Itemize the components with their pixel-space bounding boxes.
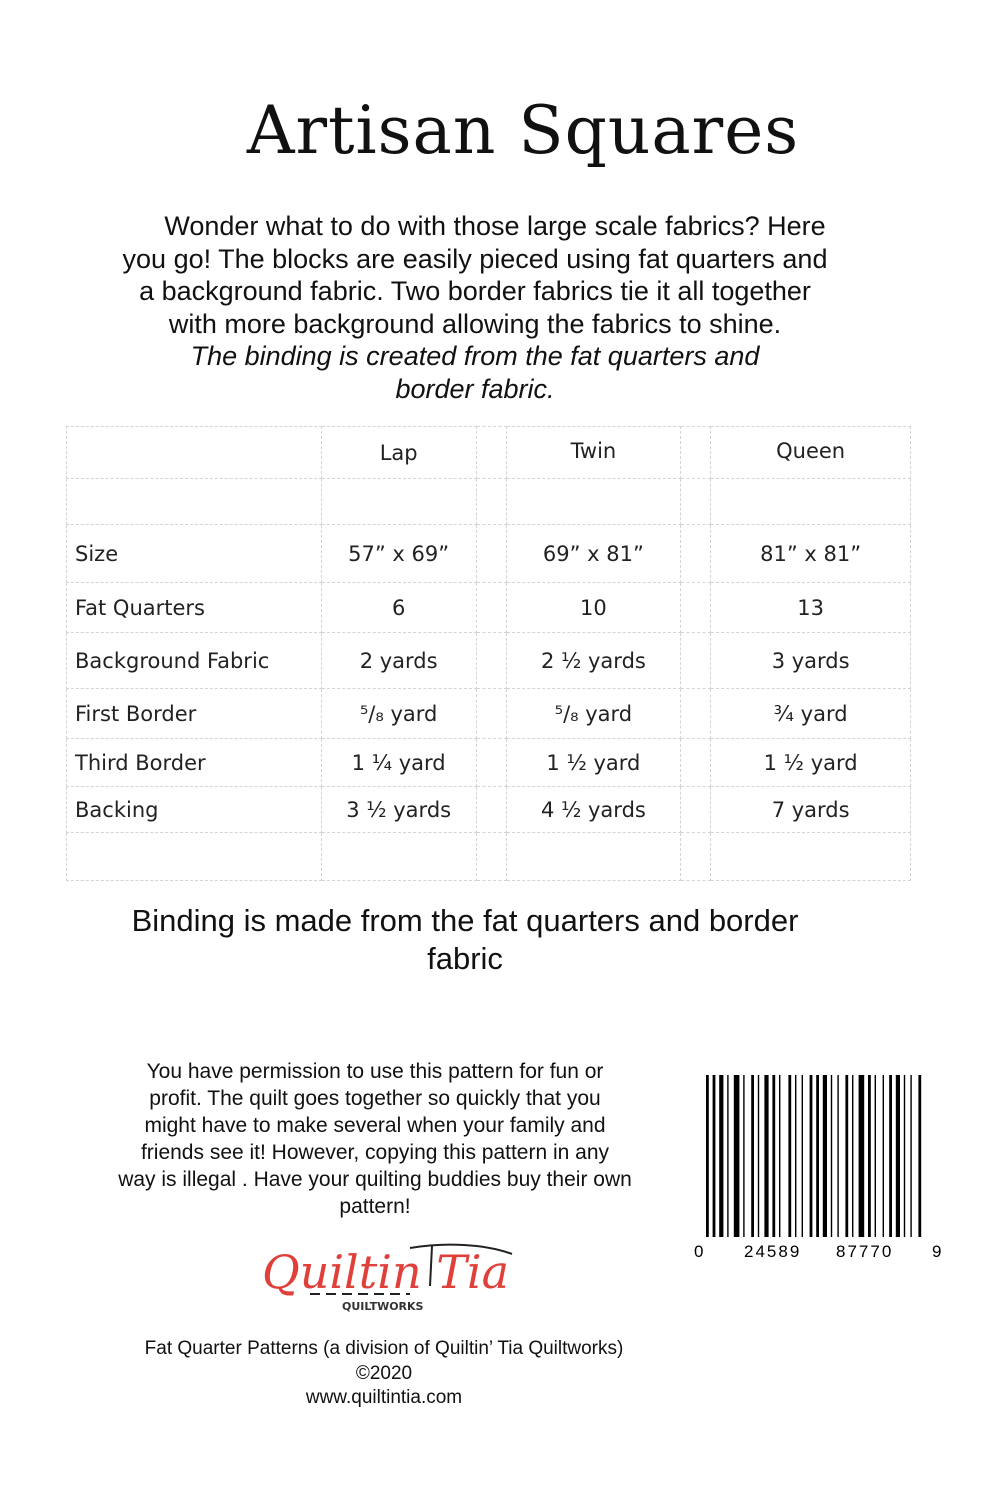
cell-fb-lap: ⁵/₈ yard xyxy=(321,689,476,739)
cell-bg-twin: 2 ½ yards xyxy=(506,633,681,689)
barcode-bar xyxy=(852,1075,853,1237)
cell-tb-queen: 1 ½ yard xyxy=(711,739,911,787)
barcode-bar xyxy=(859,1075,865,1237)
table-row xyxy=(67,787,911,833)
barcode-bar xyxy=(772,1075,775,1237)
barcode-bar xyxy=(758,1075,759,1237)
cell-fb-queen: ¾ yard xyxy=(711,689,911,739)
barcode-bar xyxy=(831,1075,832,1237)
cell-bg-lap: 2 yards xyxy=(321,633,476,689)
barcode-bar xyxy=(896,1075,900,1237)
barcode-bar xyxy=(883,1075,884,1237)
cell-fq-lap: 6 xyxy=(321,583,476,633)
header-lap: Lap xyxy=(321,427,476,479)
permission-line-5: way is illegal . Have your quilting buddies buy their own xyxy=(118,1168,632,1191)
cell-fb-twin: ⁵/₈ yard xyxy=(506,689,681,739)
table-row xyxy=(67,689,911,739)
binding-line-1: Binding is made from the fat quarters and border xyxy=(131,903,799,938)
barcode-bar xyxy=(713,1075,716,1237)
barcode-bar xyxy=(719,1075,723,1237)
permission-line-1: You have permission to use this pattern for fun or xyxy=(146,1060,604,1083)
requirements-table xyxy=(66,426,911,881)
barcode-bar xyxy=(918,1075,921,1237)
header-empty-cell xyxy=(67,427,322,479)
intro-line-1: Wonder what to do with those large scale fabrics? Here xyxy=(164,211,826,241)
permission-line-4: friends see it! However, copying this pattern in any xyxy=(140,1141,610,1164)
barcode-group-right: 87770 xyxy=(836,1242,894,1261)
intro-line-4: with more background allowing the fabrics to shine. xyxy=(168,308,782,339)
row-label-fat-quarters: Fat Quarters xyxy=(67,583,322,633)
barcode-bar xyxy=(868,1075,871,1237)
binding-line-2: fabric xyxy=(427,941,503,976)
intro-line-3: a background fabric. Two border fabrics tie it all together xyxy=(139,276,811,306)
intro-line-2: you go! The blocks are easily pieced using fat quarters and xyxy=(122,243,828,274)
barcode-digit-first: 0 xyxy=(694,1242,704,1261)
permission-notice xyxy=(68,1058,682,1220)
table-spacer-row xyxy=(67,833,911,881)
footer-publisher: Fat Quarter Patterns (a division of Quiltin’ Tia Quiltworks) xyxy=(144,1338,624,1359)
barcode-digit-last: 9 xyxy=(932,1242,942,1261)
cell-backing-queen: 7 yards xyxy=(711,787,911,833)
barcode-bar xyxy=(875,1075,876,1237)
barcode-bar xyxy=(810,1075,813,1237)
barcode-bar xyxy=(734,1075,740,1237)
barcode xyxy=(686,1075,946,1265)
cell-size-twin: 69” x 81” xyxy=(506,525,681,583)
row-label-backing: Backing xyxy=(67,787,322,833)
barcode-bar xyxy=(727,1075,728,1237)
cell-tb-lap: 1 ¼ yard xyxy=(321,739,476,787)
row-label-size: Size xyxy=(67,525,322,583)
barcode-bar xyxy=(779,1075,780,1237)
barcode-bar xyxy=(889,1075,892,1237)
row-label-background-fabric: Background Fabric xyxy=(67,633,322,689)
permission-line-2: profit. The quilt goes together so quickly that you xyxy=(149,1087,601,1110)
cell-backing-lap: 3 ½ yards xyxy=(321,787,476,833)
barcode-bar xyxy=(837,1075,838,1237)
cell-backing-twin: 4 ½ yards xyxy=(506,787,681,833)
row-label-third-border: Third Border xyxy=(67,739,322,787)
barcode-bar xyxy=(904,1075,905,1237)
table-row xyxy=(67,583,911,633)
barcode-bar xyxy=(910,1075,911,1237)
binding-note xyxy=(60,902,870,978)
intro-italic-line-2: border fabric. xyxy=(395,373,555,404)
permission-line-6: pattern! xyxy=(339,1195,411,1218)
logo-wordmark: Quiltin Tia xyxy=(262,1245,510,1299)
footer xyxy=(60,1337,708,1411)
table-row xyxy=(67,525,911,583)
barcode-group-left: 24589 xyxy=(744,1242,802,1261)
barcode-bar xyxy=(816,1075,819,1237)
barcode-bar xyxy=(823,1075,827,1237)
barcode-bars xyxy=(706,1075,921,1237)
cell-size-lap: 57” x 69” xyxy=(321,525,476,583)
cell-bg-queen: 3 yards xyxy=(711,633,911,689)
table-row xyxy=(67,739,911,787)
barcode-bar xyxy=(795,1075,796,1237)
page-title: Artisan Squares xyxy=(246,92,800,169)
quiltin-tia-logo xyxy=(260,1238,520,1320)
cell-fq-twin: 10 xyxy=(506,583,681,633)
cell-tb-twin: 1 ½ yard xyxy=(506,739,681,787)
barcode-bar xyxy=(845,1075,848,1237)
barcode-bar xyxy=(788,1075,791,1237)
footer-website-link[interactable]: www.quiltintia.com xyxy=(305,1387,463,1408)
table-row xyxy=(67,633,911,689)
row-label-first-border: First Border xyxy=(67,689,322,739)
header-queen: Queen xyxy=(711,427,911,479)
cell-fq-queen: 13 xyxy=(711,583,911,633)
permission-line-3: might have to make several when your family and xyxy=(144,1114,606,1137)
barcode-bar xyxy=(751,1075,754,1237)
intro-italic-line-1: The binding is created from the fat quarters and xyxy=(190,341,760,371)
table-spacer-row xyxy=(67,479,911,525)
barcode-bar xyxy=(706,1075,709,1237)
barcode-bar xyxy=(743,1075,744,1237)
logo-subtitle: QUILTWORKS xyxy=(342,1300,424,1313)
barcode-bar xyxy=(764,1075,768,1237)
cell-size-queen: 81” x 81” xyxy=(711,525,911,583)
header-twin: Twin xyxy=(506,427,681,479)
footer-copyright: ©2020 xyxy=(355,1362,413,1384)
intro-paragraph xyxy=(60,210,890,405)
table-header-row xyxy=(67,427,911,479)
barcode-bar xyxy=(802,1075,803,1237)
